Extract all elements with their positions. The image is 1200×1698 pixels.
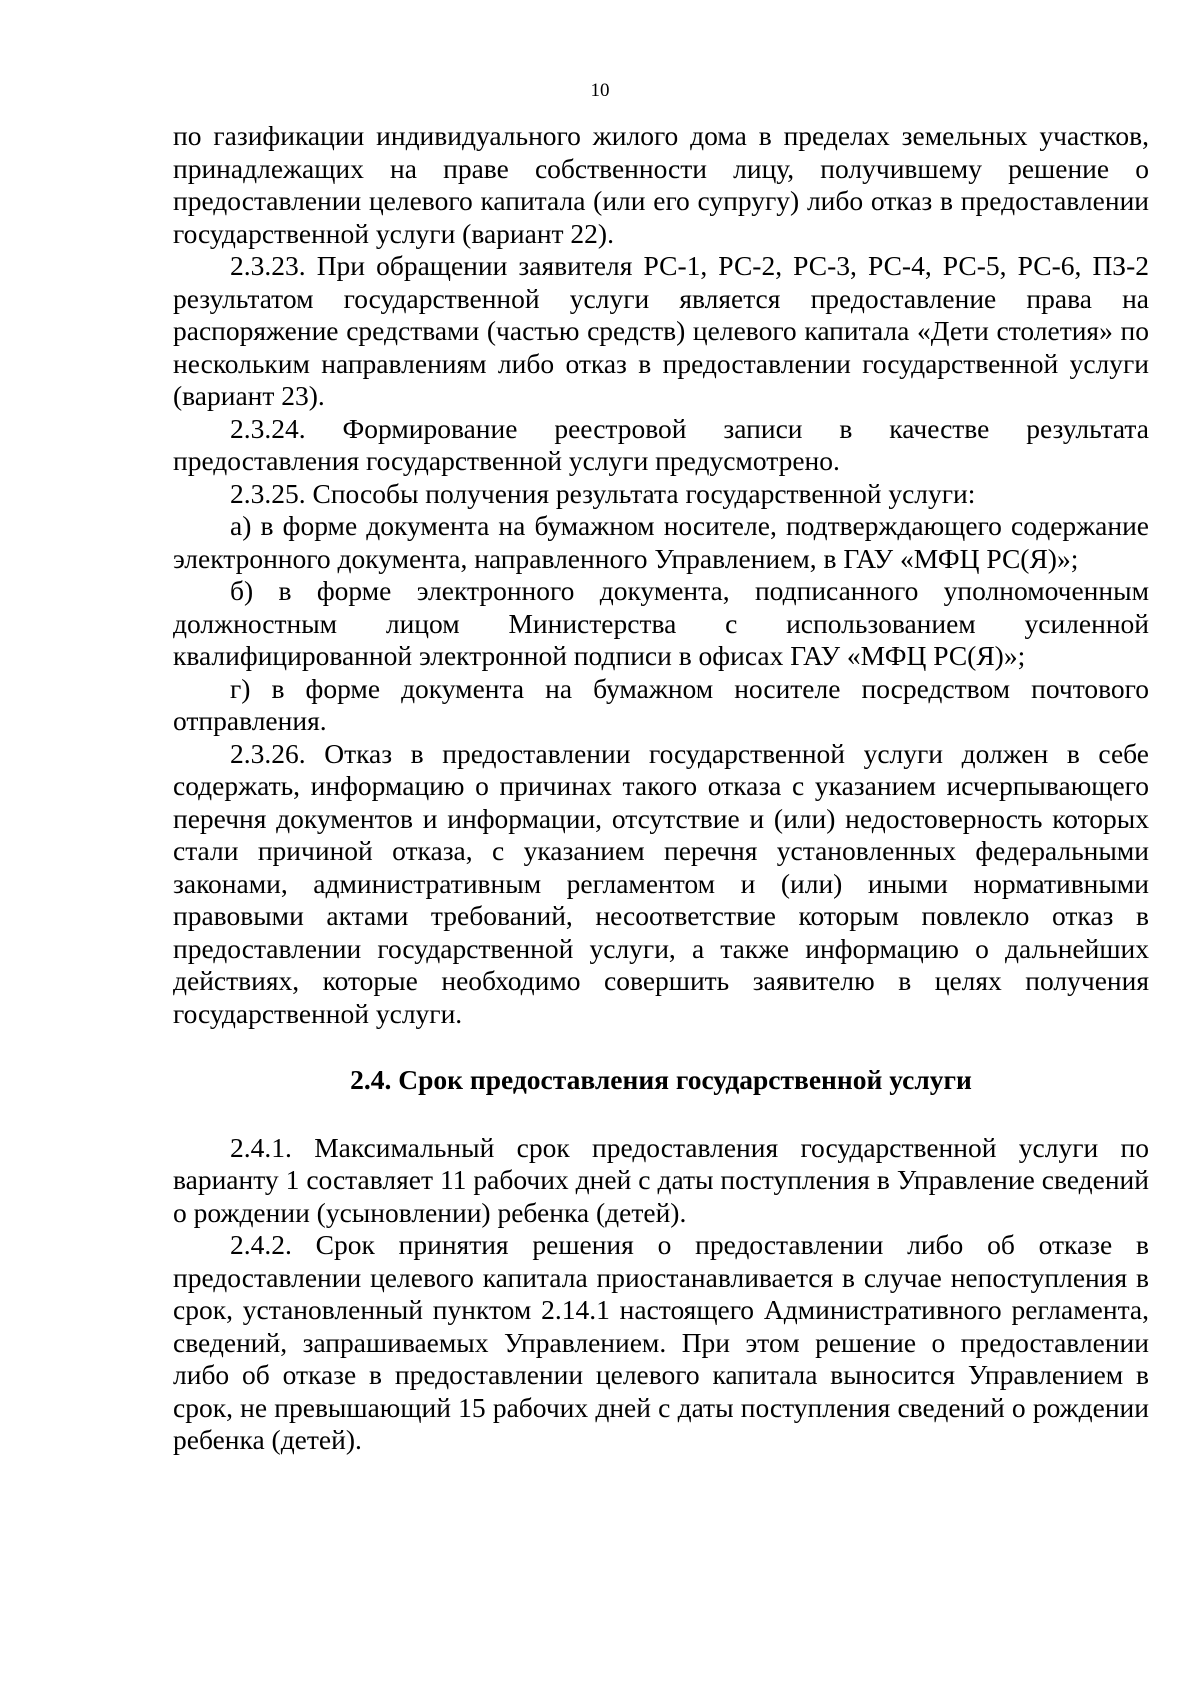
paragraph-2-3-23: 2.3.23. При обращении заявителя РС-1, РС-2, РС-3, РС-4, РС-5, РС-6, ПЗ-2 результатом государственной услуги является предоставление права на распоряжение средствами (частью средств) целевого капитала «Дети столетия» по нескольким направлениям либо отказ в предоставлении государственной услуги (вариант 23). <box>173 250 1149 411</box>
paragraph-2-3-26: 2.3.26. Отказ в предоставлении государственной услуги должен в себе содержать, информацию о причинах такого отказа с указанием исчерпывающего перечня документов и информации, отсутствие и (или) недостоверность которых стали причиной отказа, с указанием перечня установленных федеральными законами, административным регламентом и (или) иными нормативными правовыми актами требований, несоответствие которым повлекло отказ в предоставлении государственной услуги, а также информацию о дальнейших действиях, которые необходимо совершить заявителю в целях получения государственной услуги. <box>173 737 1149 1029</box>
section-heading: 2.4. Срок предоставления государственной услуги <box>350 1064 972 1095</box>
document-body <box>173 120 1149 1457</box>
list-item-b: б) в форме электронного документа, подписанного уполномоченным должностным лицом Министерства с использованием усиленной квалифицированной электронной подписи в офисах ГАУ «МФЦ РС(Я)»; <box>173 575 1149 671</box>
paragraph-2-4-1: 2.4.1. Максимальный срок предоставления государственной услуги по варианту 1 составляет 11 рабочих дней с даты поступления в Управление сведений о рождении (усыновлении) ребенка (детей). <box>173 1131 1149 1228</box>
list-item-g: г) в форме документа на бумажном носителе посредством почтового отправления. <box>173 672 1149 736</box>
list-item-a: а) в форме документа на бумажном носителе, подтверждающего содержание электронного документа, направленного Управлением, в ГАУ «МФЦ РС(Я)»; <box>173 510 1149 574</box>
spacer <box>173 1030 1149 1064</box>
paragraph-continuation: по газификации индивидуального жилого дома в пределах земельных участков, принадлежащих на праве собственности лицу, получившему решение о предоставлении целевого капитала (или его супругу) либо отказ в предоставлении государственной услуги (вариант 22). <box>173 120 1149 249</box>
spacer <box>173 1097 1149 1132</box>
paragraph-2-3-25: 2.3.25. Способы получения результата государственной услуги: <box>230 477 976 509</box>
paragraph-2-4-2: 2.4.2. Срок принятия решения о предоставлении либо об отказе в предоставлении целевого капитала приостанавливается в случае непоступления в срок, установленный пунктом 2.14.1 настоящего Административного регламента, сведений, запрашиваемых Управлением. При этом решение о предоставлении либо об отказе в предоставлении целевого капитала выносится Управлением в срок, не превышающий 15 рабочих дней с даты поступления сведений о рождении ребенка (детей). <box>173 1229 1149 1455</box>
page-number: 10 <box>590 80 610 101</box>
paragraph-2-3-24: 2.3.24. Формирование реестровой записи в качестве результата предоставления государственной услуги предусмотрено. <box>173 412 1149 476</box>
